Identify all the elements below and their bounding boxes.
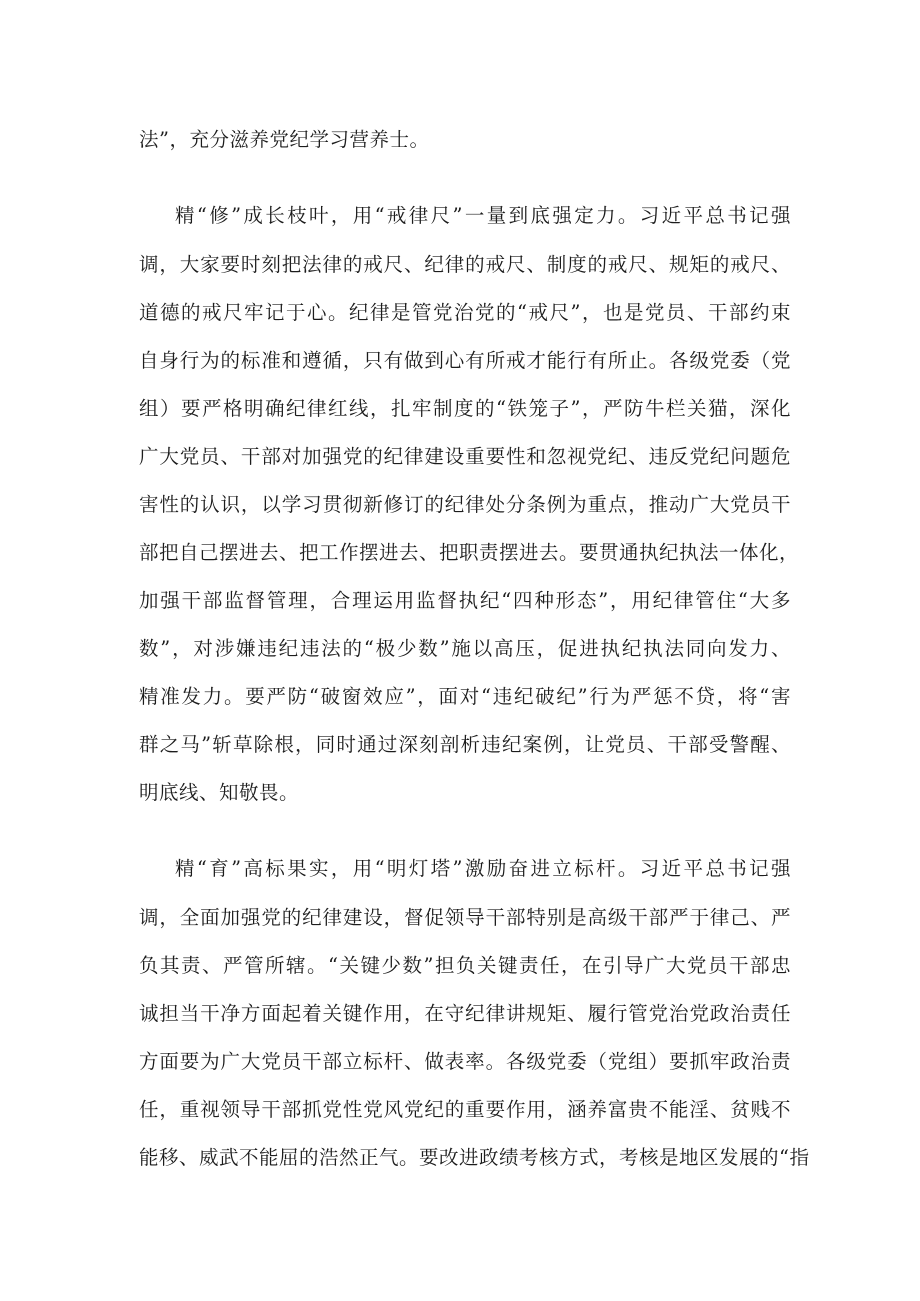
paragraph-2-line-8: 部把自己摆进去、把工作摆进去、把职责摆进去。要贯通执纪执法一体化， bbox=[139, 541, 800, 564]
paragraph-1-line-1: 法”，充分滋养党纪学习营养士。 bbox=[139, 128, 430, 151]
paragraph-3-line-7: 能移、威武不能屈的浩然正气。要改进政绩考核方式，考核是地区发展的“指 bbox=[139, 1146, 810, 1169]
paragraph-2-line-13: 明底线、知敬畏。 bbox=[139, 781, 300, 804]
paragraph-2-line-7: 害性的认识，以学习贯彻新修订的纪律处分条例为重点，推动广大党员干 bbox=[139, 493, 791, 516]
paragraph-2-line-3: 道德的戒尺牢记于心。纪律是管党治党的“戒尺”，也是党员、干部约束 bbox=[139, 301, 791, 324]
paragraph-2-line-5: 组）要严格明确纪律红线，扎牢制度的“铁笼子”，严防牛栏关猫，深化 bbox=[139, 397, 791, 420]
paragraph-3-line-6: 任，重视领导干部抓党性党风党纪的重要作用，涵养富贵不能淫、贫贱不 bbox=[139, 1098, 791, 1121]
paragraph-3-line-3: 负其责、严管所辖。“关键少数”担负关键责任，在引导广大党员干部忠 bbox=[139, 954, 791, 977]
paragraph-2-line-12: 群之马”斩草除根，同时通过深刻剖析违纪案例，让党员、干部受警醒、 bbox=[139, 733, 791, 756]
paragraph-2-line-6: 广大党员、干部对加强党的纪律建设重要性和忽视党纪、违反党纪问题危 bbox=[139, 445, 791, 468]
paragraph-2-line-2: 调，大家要时刻把法律的戒尺、纪律的戒尺、制度的戒尺、规矩的戒尺、 bbox=[139, 253, 791, 276]
paragraph-3-line-4: 诚担当干净方面起着关键作用，在守纪律讲规矩、履行管党治党政治责任 bbox=[139, 1002, 791, 1025]
paragraph-3-line-5: 方面要为广大党员干部立标杆、做表率。各级党委（党组）要抓牢政治责 bbox=[139, 1050, 791, 1073]
paragraph-2-line-11: 精准发力。要严防“破窗效应”，面对“违纪破纪”行为严惩不贷，将“害 bbox=[139, 685, 791, 708]
paragraph-2-line-9: 加强干部监督管理，合理运用监督执纪“四种形态”，用纪律管住“大多 bbox=[139, 589, 791, 612]
paragraph-2-line-1: 精“修”成长枝叶，用“戒律尺”一量到底强定力。习近平总书记强 bbox=[175, 204, 791, 227]
paragraph-2-line-10: 数”，对涉嫌违纪违法的“极少数”施以高压，促进执纪执法同向发力、 bbox=[139, 637, 791, 660]
paragraph-3-line-2: 调，全面加强党的纪律建设，督促领导干部特别是高级干部严于律己、严 bbox=[139, 906, 791, 929]
paragraph-3-line-1: 精“育”高标果实，用“明灯塔”激励奋进立标杆。习近平总书记强 bbox=[175, 857, 791, 880]
paragraph-2-line-4: 自身行为的标准和遵循，只有做到心有所戒才能行有所止。各级党委（党 bbox=[139, 349, 791, 372]
